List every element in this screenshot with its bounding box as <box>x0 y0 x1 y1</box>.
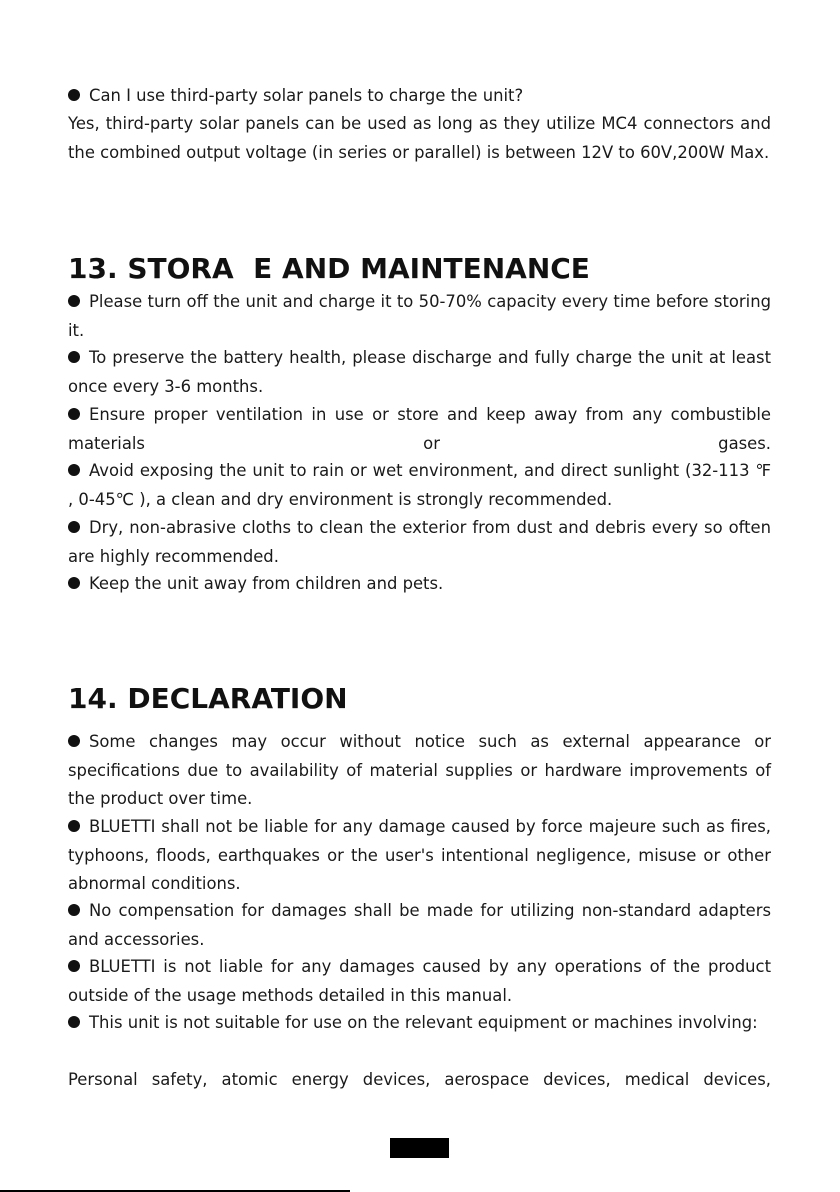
declaration-item-text: This unit is not suitable for use on the relevant equipment or machines involving: <box>89 1013 758 1032</box>
storage-item-text: Keep the unit away from children and pets. <box>89 574 444 593</box>
bullet-icon <box>68 904 80 916</box>
storage-heading: 13. STORA E AND MAINTENANCE <box>68 252 590 285</box>
storage-item-text: Please turn off the unit and charge it to 50-70% capacity every time before storing it. <box>68 292 771 340</box>
bullet-icon <box>68 820 80 832</box>
page-number-marker <box>390 1138 449 1158</box>
declaration-item <box>68 897 771 954</box>
bullet-icon <box>68 351 80 363</box>
storage-item <box>68 570 771 599</box>
bullet-icon <box>68 89 80 101</box>
bullet-icon <box>68 960 80 972</box>
storage-item-text: Avoid exposing the unit to rain or wet environment, and direct sunlight (32-113 ℉ , 0-45℃ ), a clean and dry environment is strongly recommended. <box>68 461 771 509</box>
declaration-continuation: Personal safety, atomic energy devices, aerospace devices, medical devices, <box>68 1070 771 1089</box>
bullet-icon <box>68 295 80 307</box>
bullet-icon <box>68 408 80 420</box>
declaration-item <box>68 953 771 1010</box>
declaration-item-text: Some changes may occur without notice such as external appearance or specifications due to availability of material supplies or hardware improvements of the product over time. <box>68 732 771 809</box>
storage-item <box>68 401 771 458</box>
storage-item-text: Dry, non-abrasive cloths to clean the exterior from dust and debris every so often are highly recommended. <box>68 518 771 566</box>
declaration-item-text: BLUETTI is not liable for any damages caused by any operations of the product outside of the usage methods detailed in this manual. <box>68 957 771 1005</box>
storage-item-text: Ensure proper ventilation in use or store and keep away from any combustible materials or gases. <box>68 405 771 453</box>
declaration-item-text: BLUETTI shall not be liable for any damage caused by force majeure such as fires, typhoons, floods, earthquakes or the user's intentional negligence, misuse or other abnormal conditions. <box>68 817 771 894</box>
bullet-icon <box>68 735 80 747</box>
storage-item <box>68 514 771 571</box>
bullet-icon <box>68 521 80 533</box>
faq-question <box>68 82 771 111</box>
storage-item <box>68 457 771 514</box>
bullet-icon <box>68 1016 80 1028</box>
declaration-item-text: No compensation for damages shall be made for utilizing non-standard adapters and accessories. <box>68 901 771 949</box>
bullet-icon <box>68 577 80 589</box>
faq-question-text: Can I use third-party solar panels to charge the unit? <box>89 86 524 105</box>
storage-item <box>68 344 771 401</box>
storage-item-text: To preserve the battery health, please discharge and fully charge the unit at least once every 3-6 months. <box>68 348 771 396</box>
storage-item <box>68 288 771 345</box>
declaration-item <box>68 813 771 899</box>
faq-answer: Yes, third-party solar panels can be used as long as they utilize MC4 connectors and the combined output voltage (in series or parallel) is between 12V to 60V,200W Max. <box>68 114 771 162</box>
declaration-heading: 14. DECLARATION <box>68 682 348 715</box>
bullet-icon <box>68 464 80 476</box>
declaration-item <box>68 1009 771 1038</box>
declaration-item <box>68 728 771 814</box>
